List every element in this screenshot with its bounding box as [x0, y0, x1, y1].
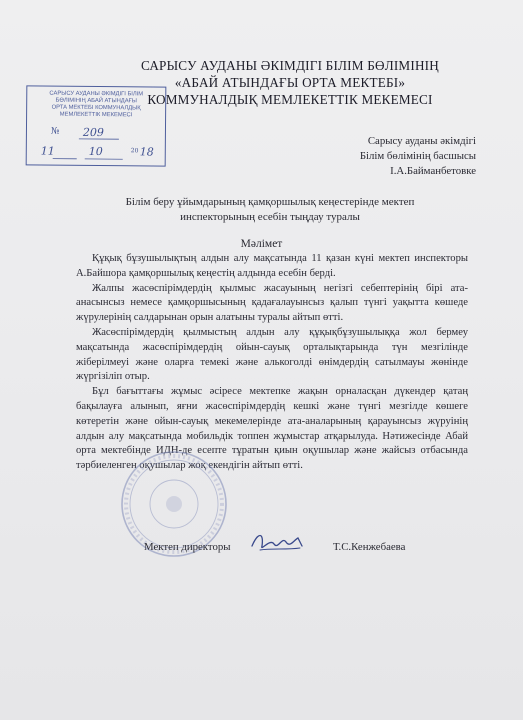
handwritten-signature	[248, 528, 308, 558]
header-line-2: «АБАЙ АТЫНДАҒЫ ОРТА МЕКТЕБІ»	[174, 75, 406, 90]
recipient-block	[360, 134, 476, 179]
stamp-day: 11	[40, 144, 55, 158]
signatory-name: Т.С.Кенжебаева	[333, 541, 406, 553]
subject-line-1: Білім беру ұйымдарының қамқоршылық кеңестерінде мектеп	[125, 196, 415, 208]
signatory-position: Мектеп директоры	[144, 541, 231, 553]
stamp-line-3: ОРТА МЕКТЕБІ КОММУНАЛДЫҚ	[51, 104, 141, 112]
paragraph-2: Жалпы жасөспірімдердің қылмыс жасауының негізгі себептерінің бірі ата-анасынсыз немесе қамқоршысының қадағалауынсыз қалып түнгі уақытта көшеде жүрулерінің салдарынан орын алатыны туралы айтып өтті.	[76, 282, 468, 324]
stamp-line-4: МЕМЛЕКЕТТІК МЕКЕМЕСІ	[59, 111, 133, 119]
document-body	[76, 252, 468, 474]
paragraph-1: Құқық бұзушылықтың алдын алу мақсатында 11 қазан күні мектеп инспекторы А.Байшора қамқоршылық кеңестің алдында есебін берді.	[76, 253, 468, 279]
stamp-line-1: САРЫСУ АУДАНЫ ӘКІМДІГІ БІЛІМ	[49, 90, 144, 98]
recipient-line-1: Сарысу ауданы әкімдігі	[367, 135, 476, 147]
paragraph-4: Бұл бағыттағы жұмыс әсіресе мектепке жақын орналасқан дүкендер қатаң бақылауға алынып, яғни жасөспірімдердің кешкі және түнгі мезгілде көшеге көтеретін және ойын-сауық мекемелерінде ата-аналарының қарауынсыз жүруінің алдын алу мақсатында мобильдік топпен жұмыстар атқарылуда. Нәтижесінде Абай орта мектебінде ИДН-де есепте тұратын қиын оқушылар және жайсыз отбасында тәрбиеленген оқушылар жоқ екендігін айтып өтті.	[76, 386, 468, 472]
document-heading: Мәлімет	[240, 238, 283, 250]
stamp-year-prefix: 20	[130, 147, 139, 155]
recipient-line-3: І.А.Байманбетовке	[390, 165, 476, 177]
header-line-3: КОММУНАЛДЫҚ МЕМЛЕКЕТТІК МЕКЕМЕСІ	[147, 92, 433, 107]
stamp-lines	[27, 86, 168, 167]
stamp-month: 10	[88, 144, 103, 159]
recipient-line-2: Білім бөлімінің басшысы	[359, 150, 476, 162]
registration-stamp	[26, 85, 167, 166]
subject-block	[110, 195, 430, 225]
stamp-year: 18	[139, 145, 154, 159]
stamp-line-2: БӨЛІМІНІҢ АБАЙ АТЫНДАҒЫ	[55, 97, 137, 105]
stamp-number: 209	[82, 125, 104, 140]
subject-line-2: инспекторының есебін тыңдау туралы	[180, 211, 360, 223]
stamp-number-sign: №	[50, 126, 60, 137]
paragraph-3: Жасөспірімдердің қылмыстың алдын алу құқықбұзушылыққа жол бермеу мақсатында жасөспірімдердің ойын-сауық орталықтарында түн мезгілінде жіберілмеуі және оларға темекі және алькоголді өнімдердің сатылмауы жөнінде жүргізіліп отыр.	[76, 326, 468, 383]
header-line-1: САРЫСУ АУДАНЫ ӘКІМДІГІ БІЛІМ БӨЛІМІНІҢ	[140, 58, 439, 73]
